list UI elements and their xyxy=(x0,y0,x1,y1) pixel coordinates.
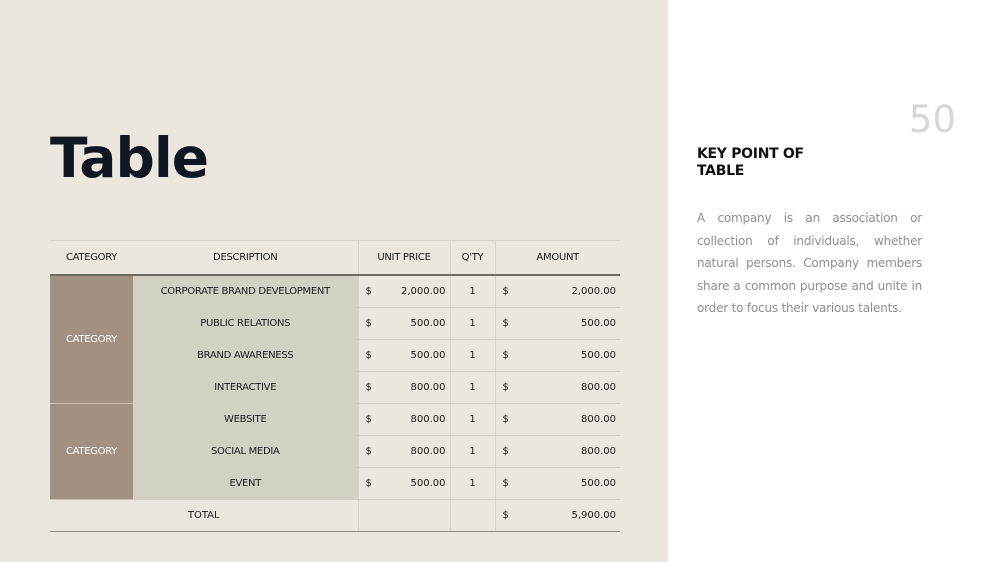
header-amount: AMOUNT xyxy=(495,241,620,276)
category-cell: CATEGORY xyxy=(50,404,133,500)
currency-symbol: $ xyxy=(365,414,372,425)
amount-cell xyxy=(495,372,620,404)
unit-price-value: 500.00 xyxy=(410,350,446,361)
description-cell: EVENT xyxy=(133,468,358,500)
currency-symbol: $ xyxy=(502,446,509,457)
currency-symbol: $ xyxy=(502,510,509,521)
description-cell: CORPORATE BRAND DEVELOPMENT xyxy=(133,275,358,308)
total-unit-empty xyxy=(358,500,450,532)
currency-symbol: $ xyxy=(502,414,509,425)
unit-price-value: 2,000.00 xyxy=(400,286,446,297)
unit-price-cell xyxy=(358,372,450,404)
qty-cell: 1 xyxy=(450,468,495,500)
key-point-heading xyxy=(697,146,897,180)
unit-price-value: 800.00 xyxy=(410,382,446,393)
amount-value: 500.00 xyxy=(581,318,616,329)
category-cell: CATEGORY xyxy=(50,275,133,404)
unit-price-cell xyxy=(358,275,450,308)
key-point-body: A company is an association or collection of individuals, whether natural persons. Company members share a common purpose and unite in order to focus their various talents. xyxy=(697,211,922,315)
table-row xyxy=(50,436,620,468)
total-label: TOTAL xyxy=(50,500,358,532)
page-number: 50 xyxy=(908,98,956,141)
unit-price-cell xyxy=(358,468,450,500)
table-row xyxy=(50,275,620,308)
currency-symbol: $ xyxy=(365,286,372,297)
qty-cell: 1 xyxy=(450,436,495,468)
amount-value: 800.00 xyxy=(581,446,616,457)
table-row xyxy=(50,468,620,500)
unit-price-value: 800.00 xyxy=(410,414,446,425)
total-amount-cell xyxy=(495,500,620,532)
currency-symbol: $ xyxy=(365,478,372,489)
unit-price-value: 800.00 xyxy=(410,446,446,457)
amount-value: 500.00 xyxy=(581,350,616,361)
amount-cell xyxy=(495,468,620,500)
total-row xyxy=(50,500,620,532)
key-point-heading-line2: TABLE xyxy=(697,163,744,179)
table-header-row xyxy=(50,241,620,276)
table-row xyxy=(50,404,620,436)
amount-cell xyxy=(495,340,620,372)
currency-symbol: $ xyxy=(502,350,509,361)
currency-symbol: $ xyxy=(502,286,509,297)
amount-cell xyxy=(495,404,620,436)
currency-symbol: $ xyxy=(365,350,372,361)
unit-price-value: 500.00 xyxy=(410,318,446,329)
header-qty: Q'TY xyxy=(450,241,495,276)
currency-symbol: $ xyxy=(365,446,372,457)
total-amount-value: 5,900.00 xyxy=(571,510,616,521)
pricing-table xyxy=(50,240,620,532)
header-unit-price: UNIT PRICE xyxy=(358,241,450,276)
description-cell: BRAND AWARENESS xyxy=(133,340,358,372)
amount-value: 500.00 xyxy=(581,478,616,489)
unit-price-cell xyxy=(358,340,450,372)
qty-cell: 1 xyxy=(450,372,495,404)
currency-symbol: $ xyxy=(365,382,372,393)
table-row xyxy=(50,372,620,404)
amount-value: 800.00 xyxy=(581,414,616,425)
total-qty-empty xyxy=(450,500,495,532)
currency-symbol: $ xyxy=(502,382,509,393)
key-point-heading-line1: KEY POINT OF xyxy=(697,146,804,162)
header-category: CATEGORY xyxy=(50,241,133,276)
amount-value: 2,000.00 xyxy=(571,286,616,297)
header-description: DESCRIPTION xyxy=(133,241,358,276)
description-cell: SOCIAL MEDIA xyxy=(133,436,358,468)
unit-price-cell xyxy=(358,404,450,436)
currency-symbol: $ xyxy=(365,318,372,329)
table-row xyxy=(50,308,620,340)
description-cell: PUBLIC RELATIONS xyxy=(133,308,358,340)
qty-cell: 1 xyxy=(450,308,495,340)
description-cell: INTERACTIVE xyxy=(133,372,358,404)
table-row xyxy=(50,340,620,372)
description-cell: WEBSITE xyxy=(133,404,358,436)
unit-price-cell xyxy=(358,436,450,468)
amount-cell xyxy=(495,275,620,308)
currency-symbol: $ xyxy=(502,478,509,489)
slide-title: Table xyxy=(50,126,209,190)
qty-cell: 1 xyxy=(450,275,495,308)
unit-price-cell xyxy=(358,308,450,340)
amount-cell xyxy=(495,308,620,340)
amount-cell xyxy=(495,436,620,468)
amount-value: 800.00 xyxy=(581,382,616,393)
qty-cell: 1 xyxy=(450,404,495,436)
qty-cell: 1 xyxy=(450,340,495,372)
unit-price-value: 500.00 xyxy=(410,478,446,489)
currency-symbol: $ xyxy=(502,318,509,329)
